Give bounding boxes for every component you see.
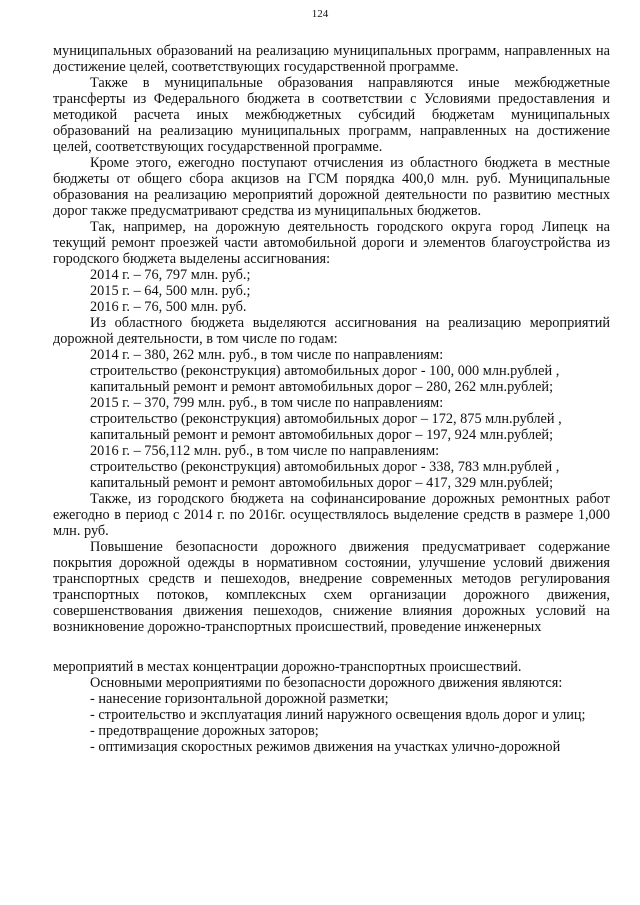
- list-item: 2016 г. – 76, 500 млн. руб.: [90, 299, 247, 315]
- list-item: - строительство и эксплуатация линий наружного освещения вдоль дорог и улиц;: [90, 707, 586, 723]
- paragraph: Кроме этого, ежегодно поступают отчисления из областного бюджета в местные бюджеты от общего сбора акцизов на ГСМ порядка 400,0 млн. руб. Муниципальные образования на реализацию мероприятий дорожной деятельности по развитию местных дорог также предусматривают средства из муниципальных бюджетов.: [53, 155, 610, 219]
- list-item: строительство (реконструкция) автомобильных дорог – 172, 875 млн.рублей ,: [90, 411, 562, 427]
- list-item: строительство (реконструкция) автомобильных дорог - 100, 000 млн.рублей ,: [90, 363, 560, 379]
- list-item: 2015 г. – 64, 500 млн. руб.;: [90, 283, 251, 299]
- list-item: строительство (реконструкция) автомобильных дорог - 338, 783 млн.рублей ,: [90, 459, 560, 475]
- list-item: капитальный ремонт и ремонт автомобильных дорог – 197, 924 млн.рублей;: [90, 427, 554, 443]
- paragraph: мероприятий в местах концентрации дорожно-транспортных происшествий.: [53, 659, 522, 675]
- document-body: [53, 43, 610, 755]
- list-item: - предотвращение дорожных заторов;: [90, 723, 319, 739]
- paragraph: Так, например, на дорожную деятельность городского округа город Липецк на текущий ремонт проезжей части автомобильной дороги и элементов благоустройства из городского бюджета выделены ассигнования:: [53, 219, 610, 267]
- list-item: 2016 г. – 756,112 млн. руб., в том числе по направлениям:: [90, 443, 440, 459]
- block-spacer: [53, 635, 610, 659]
- list-item: капитальный ремонт и ремонт автомобильных дорог – 280, 262 млн.рублей;: [90, 379, 554, 395]
- text-block-bottom: [53, 659, 610, 755]
- list-item: капитальный ремонт и ремонт автомобильных дорог – 417, 329 млн.рублей;: [90, 475, 554, 491]
- paragraph: Повышение безопасности дорожного движения предусматривает содержание покрытия дорожной одежды в нормативном состоянии, улучшение условий движения транспортных средств и пешеходов, внедрение современных методов регулирования транспортных потоков, комплексных схем организации дорожного движения, совершенствования движения пешеходов, снижение влияния дорожных условий на возникновение дорожно-транспортных происшествий, проведение инженерных: [53, 539, 610, 635]
- list-item: 2014 г. – 76, 797 млн. руб.;: [90, 267, 251, 283]
- page-number: 124: [311, 8, 329, 20]
- paragraph: Из областного бюджета выделяются ассигнования на реализацию мероприятий дорожной деятельности, в том числе по годам:: [53, 315, 610, 347]
- list-item: 2015 г. – 370, 799 млн. руб., в том числе по направлениям:: [90, 395, 444, 411]
- list-item: 2014 г. – 380, 262 млн. руб., в том числе по направлениям:: [90, 347, 444, 363]
- list-item: - оптимизация скоростных режимов движения на участках улично-дорожной: [90, 739, 561, 755]
- paragraph: Также в муниципальные образования направляются иные межбюджетные трансферты из Федерального бюджета в соответствии с Условиями предоставления и методикой расчета иных межбюджетных субсидий бюджетам муниципальных образований на реализацию муниципальных программ, направленных на достижение целей, соответствующих государственной программе.: [53, 75, 610, 155]
- paragraph: муниципальных образований на реализацию муниципальных программ, направленных на достижение целей, соответствующих государственной программе.: [53, 43, 610, 75]
- paragraph: Основными мероприятиями по безопасности дорожного движения являются:: [90, 675, 563, 691]
- list-item: - нанесение горизонтальной дорожной разметки;: [90, 691, 389, 707]
- paragraph: Также, из городского бюджета на софинансирование дорожных ремонтных работ ежегодно в период с 2014 г. по 2016г. осуществлялось выделение средств в размере 1,000 млн. руб.: [53, 491, 610, 539]
- text-block-top: [53, 43, 610, 635]
